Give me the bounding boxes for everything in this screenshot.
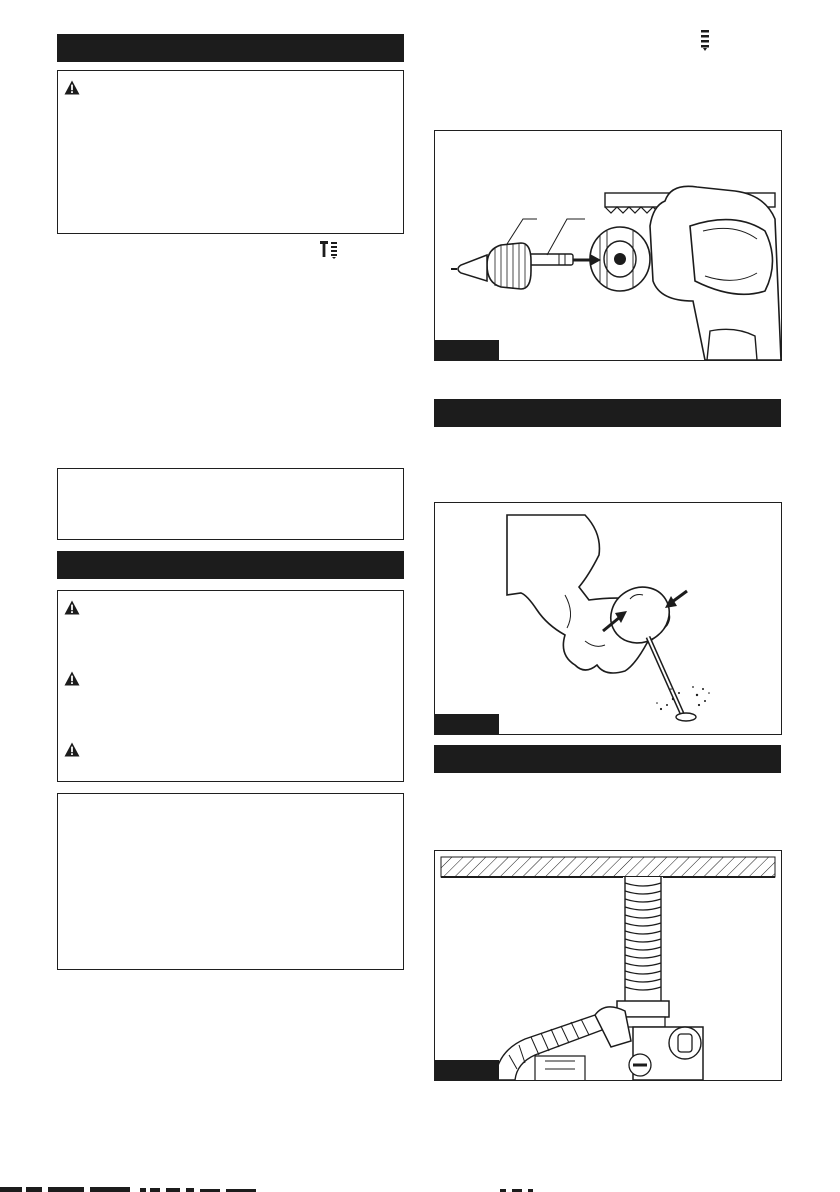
figure-label-tab [435, 1060, 499, 1080]
note-box-2 [57, 793, 404, 970]
cropped-bottom-edge [0, 1184, 840, 1192]
note-box-1 [57, 468, 404, 540]
warning-triangle-icon [64, 600, 80, 615]
warning-triangle-icon [64, 671, 80, 686]
dust-hose-illustration [435, 851, 781, 1080]
rotation-only-mode-icon [699, 29, 711, 51]
figure-blow-out-bulb [434, 502, 782, 735]
section-heading-bar-4 [434, 745, 781, 773]
section-heading-bar-3 [434, 399, 781, 427]
section-heading-bar-2 [57, 551, 404, 579]
drill-chuck-illustration [435, 131, 781, 360]
drill-hammer-mode-icon [320, 241, 342, 259]
warning-triangle-icon [64, 80, 80, 95]
figure-drill-chuck [434, 130, 782, 361]
warning-box-2 [57, 590, 404, 782]
warning-box-1 [57, 70, 404, 234]
figure-dust-hose [434, 850, 782, 1081]
blow-out-bulb-illustration [435, 503, 781, 734]
figure-label-tab [435, 714, 499, 734]
section-heading-bar-1 [57, 34, 404, 62]
figure-label-tab [435, 340, 499, 360]
warning-triangle-icon [64, 742, 80, 757]
